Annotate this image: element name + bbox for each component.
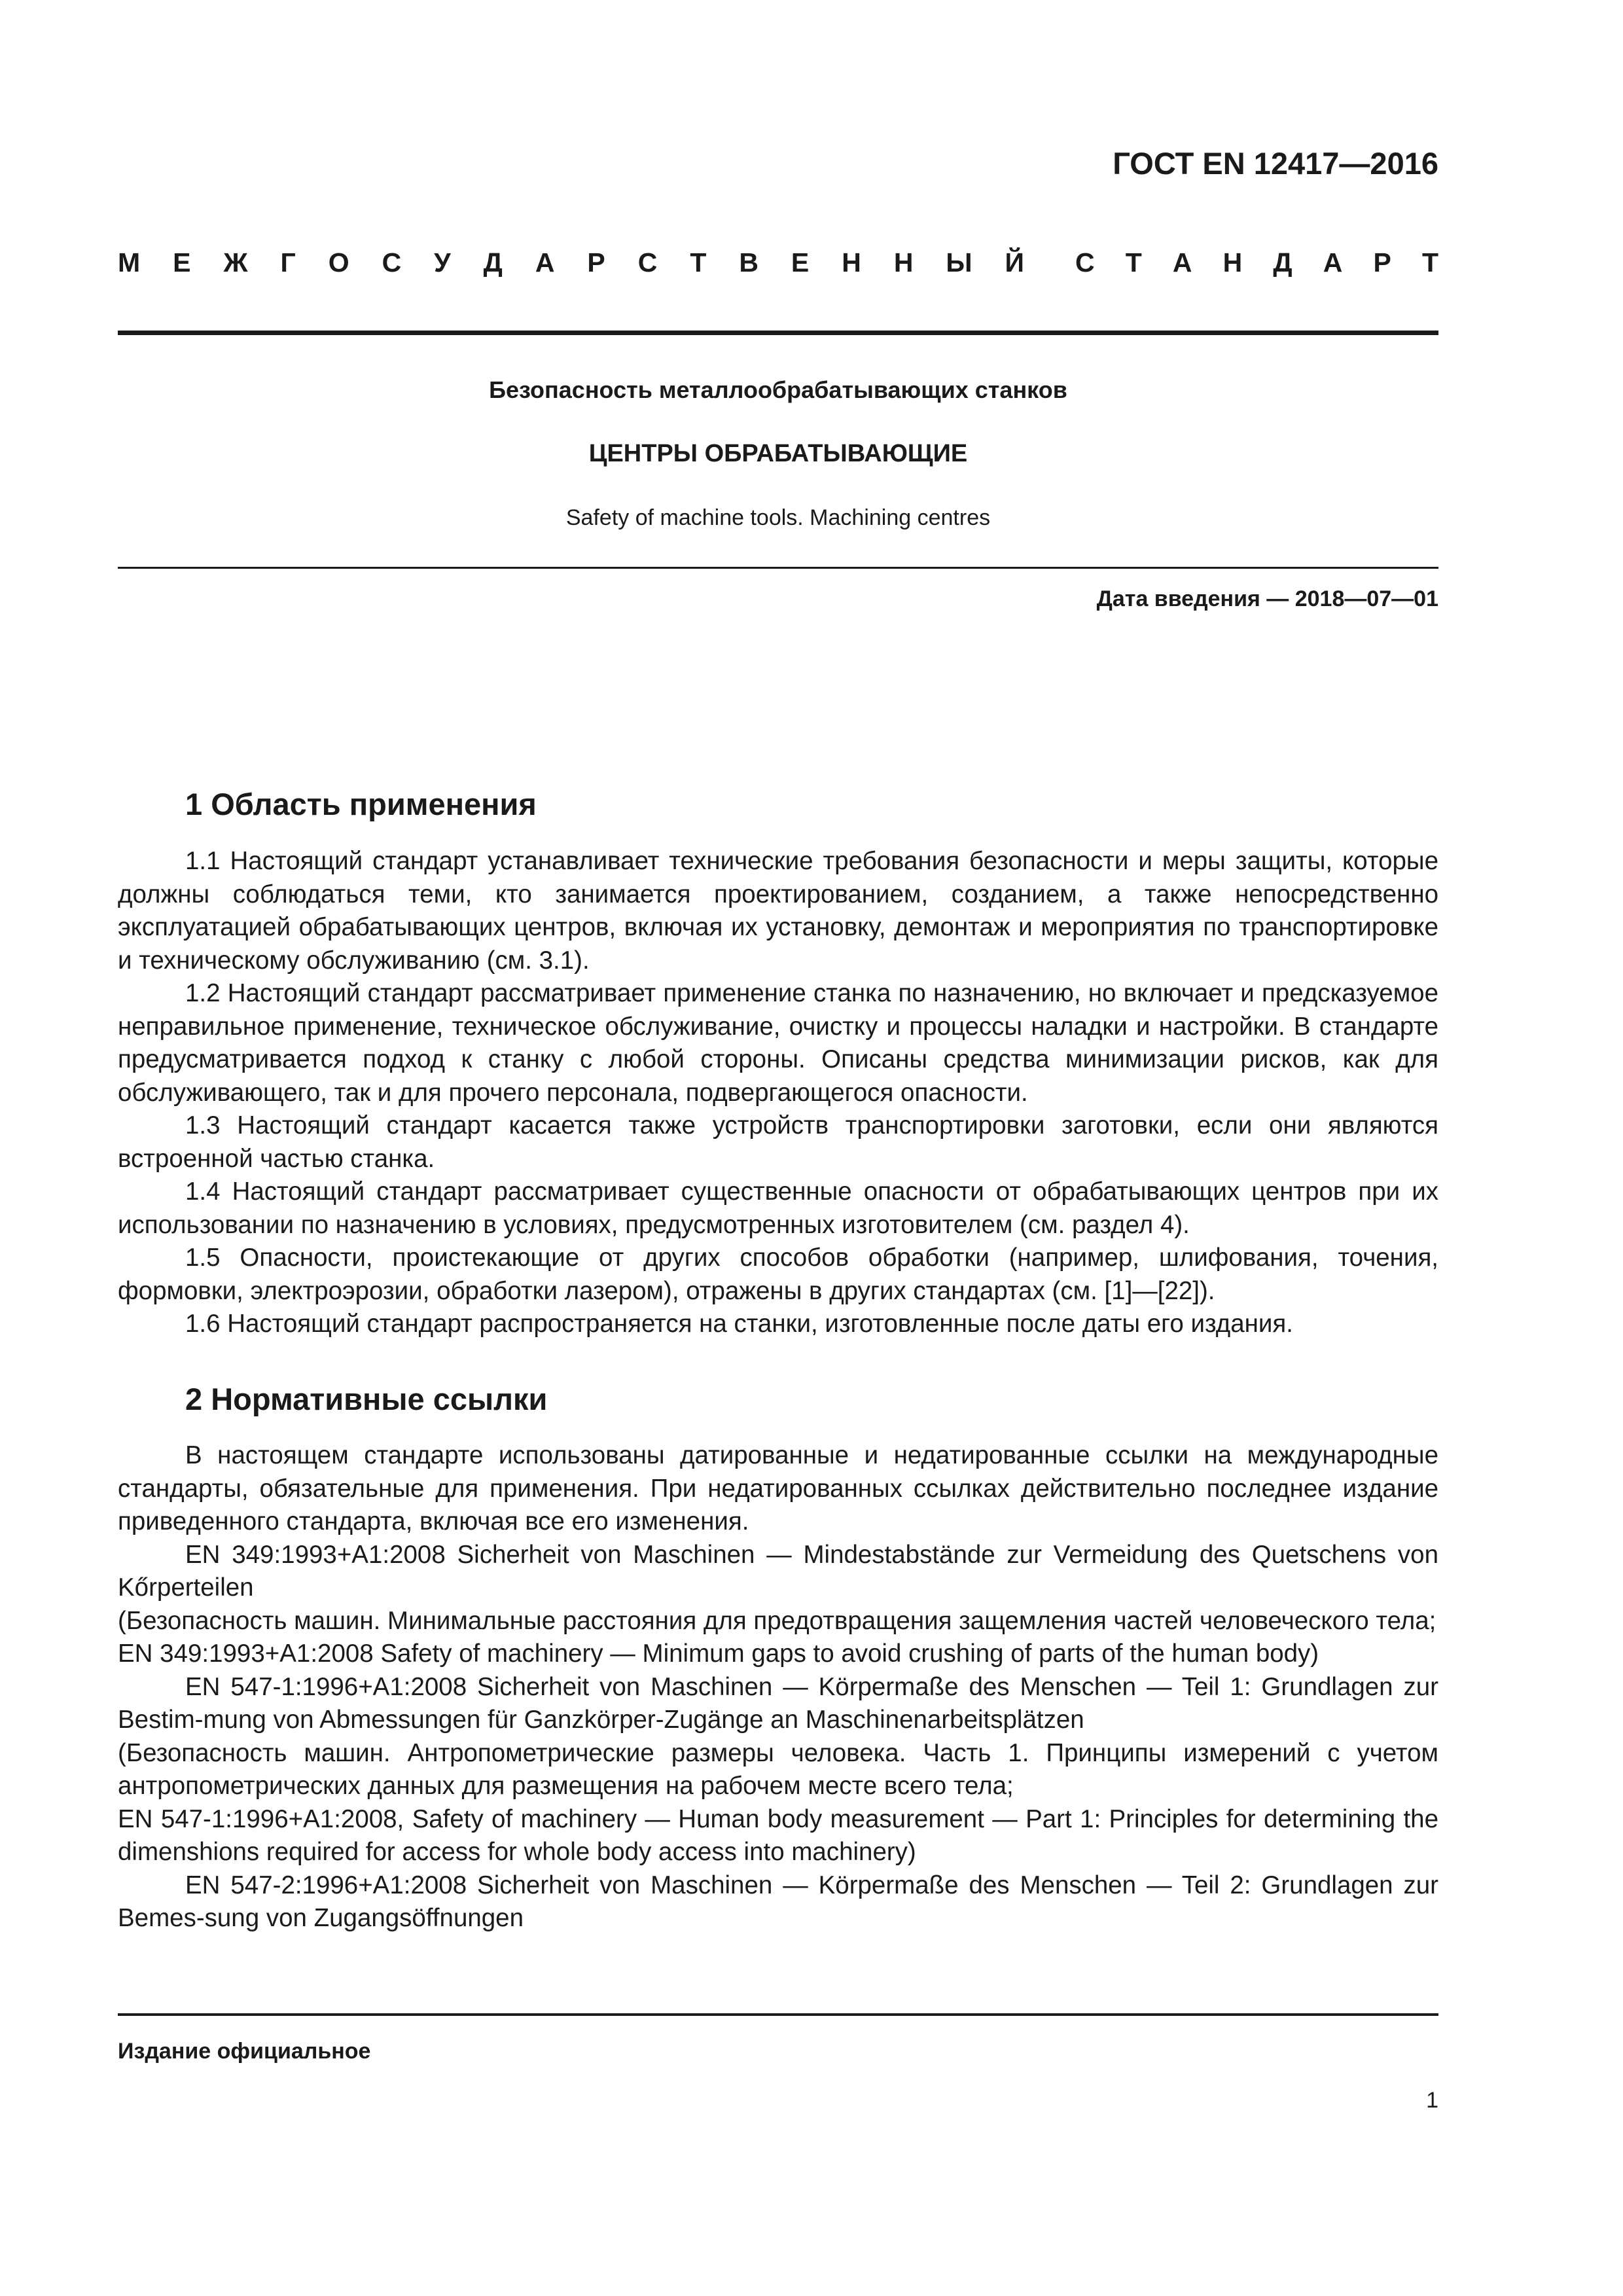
section-2-heading: 2 Нормативные ссылки: [185, 1382, 548, 1416]
banner-letter: М: [118, 247, 141, 278]
banner-letter: Д: [1273, 247, 1293, 278]
reference-2-original: EN 547-1:1996+A1:2008 Sicherheit von Maschinen — Körpermaße des Menschen — Teil 1: Grundlagen zur Bestim-mung von Abmessungen für Ganzkörper-Zugänge an Maschinenarbeitsplätzen: [118, 1672, 1438, 1734]
banner-letter: Н: [842, 247, 861, 278]
section-1-body: [118, 845, 1438, 1341]
banner-letter: С: [637, 247, 658, 278]
banner-word-interstate: [118, 247, 1024, 278]
banner-letter: Г: [280, 247, 296, 278]
standard-designation: ГОСТ EN 12417—2016: [1113, 146, 1438, 181]
paragraph-1-2: 1.2 Настоящий стандарт рассматривает применение станка по назначению, но включает и предсказуемое неправильное применение, техническое обслуживание, очистку и процессы наладки и настройки. В стандарте предусматривается подход к станку с любой стороны. Описаны средства минимизации рисков, как для обслуживающего, так и для прочего персонала, подвергающегося опасности.: [118, 979, 1438, 1107]
title-english: Safety of machine tools. Machining centres: [565, 505, 991, 530]
reference-3-original: EN 547-2:1996+A1:2008 Sicherheit von Maschinen — Körpermaße des Menschen — Teil 2: Grundlagen zur Bemes-sung von Zugangsöffnungen: [118, 1871, 1438, 1932]
banner-letter: Н: [893, 247, 914, 278]
paragraph-1-5: 1.5 Опасности, проистекающие от других способов обработки (например, шлифования, точения, формовки, электроэрозии, обработки лазером), отражены в других стандартах (см. [1]—[22]).: [118, 1244, 1438, 1305]
banner-letter: Н: [1222, 247, 1243, 278]
official-edition-label: Издание официальное: [118, 2039, 371, 2064]
page-number: 1: [1426, 2088, 1438, 2113]
title-divider: [118, 567, 1438, 569]
reference-1-translation: (Безопасность машин. Минимальные расстояния для предотвращения защемления частей человеческого тела;: [118, 1606, 1436, 1635]
reference-2-english: EN 547-1:1996+A1:2008, Safety of machinery — Human body measurement — Part 1: Principles for determining the dimenshions required for access for whole body access into machinery): [118, 1804, 1438, 1866]
banner-letter: Т: [1125, 247, 1142, 278]
footer-divider: [118, 2013, 1438, 2016]
introduction-date: Дата введения — 2018—07—01: [1096, 586, 1438, 611]
banner-letter: Р: [587, 247, 605, 278]
banner-letter: С: [1075, 247, 1095, 278]
banner-letter: Ы: [946, 247, 972, 278]
banner-letter: Е: [791, 247, 810, 278]
banner-letter: Ж: [223, 247, 248, 278]
banner-letter: С: [382, 247, 402, 278]
banner-letter: Й: [1005, 247, 1024, 278]
banner-letter: Д: [483, 247, 503, 278]
banner-letter: В: [739, 247, 758, 278]
reference-1-original: EN 349:1993+A1:2008 Sicherheit von Maschinen — Mindestabstände zur Vermeidung des Quetschens von Kőrperteilen: [118, 1540, 1438, 1602]
standard-type-banner: [118, 247, 1438, 278]
paragraph-1-6: 1.6 Настоящий стандарт распространяется на станки, изготовленные после даты его издания.: [185, 1310, 1293, 1338]
banner-letter: А: [1323, 247, 1343, 278]
paragraph-1-1: 1.1 Настоящий стандарт устанавливает технические требования безопасности и меры защиты, которые должны соблюдаться теми, кто занимается проектированием, созданием, а также непосредственно эксплуатацией обрабатывающих центров, включая их установку, демонтаж и мероприятия по транспортировке и техническому обслуживанию (см. 3.1).: [118, 847, 1438, 975]
paragraph-1-4: 1.4 Настоящий стандарт рассматривает существенные опасности от обрабатывающих центров при их использовании по назначению в условиях, предусмотренных изготовителем (см. раздел 4).: [118, 1177, 1438, 1239]
title-group: Безопасность металлообрабатывающих станков: [489, 376, 1067, 403]
paragraph-1-3: 1.3 Настоящий стандарт касается также устройств транспортировки заготовки, если они являются встроенной частью станка.: [118, 1111, 1438, 1173]
banner-letter: О: [328, 247, 349, 278]
banner-letter: А: [535, 247, 555, 278]
banner-letter: Т: [1421, 247, 1438, 278]
banner-letter: А: [1172, 247, 1192, 278]
title-main: ЦЕНТРЫ ОБРАБАТЫВАЮЩИЕ: [588, 440, 968, 467]
section-2-body: [118, 1439, 1438, 1935]
banner-letter: Р: [1373, 247, 1391, 278]
banner-letter: Е: [173, 247, 191, 278]
reference-1-english: EN 349:1993+A1:2008 Safety of machinery — Minimum gaps to avoid crushing of parts of the human body): [118, 1640, 1319, 1668]
section-2-intro: В настоящем стандарте использованы датированные и недатированные ссылки на международные стандарты, обязательные для применения. При недатированных ссылках действительно последнее издание приведенного стандарта, включая все его изменения.: [118, 1441, 1438, 1535]
section-1-heading: 1 Область применения: [185, 787, 537, 821]
banner-letter: Т: [690, 247, 707, 278]
banner-word-standard: [1075, 247, 1438, 278]
top-divider: [118, 331, 1438, 335]
reference-2-translation: (Безопасность машин. Антропометрические размеры человека. Часть 1. Принципы измерений с учетом антропометрических данных для размещения на рабочем месте всего тела;: [118, 1738, 1438, 1800]
banner-letter: У: [434, 247, 451, 278]
